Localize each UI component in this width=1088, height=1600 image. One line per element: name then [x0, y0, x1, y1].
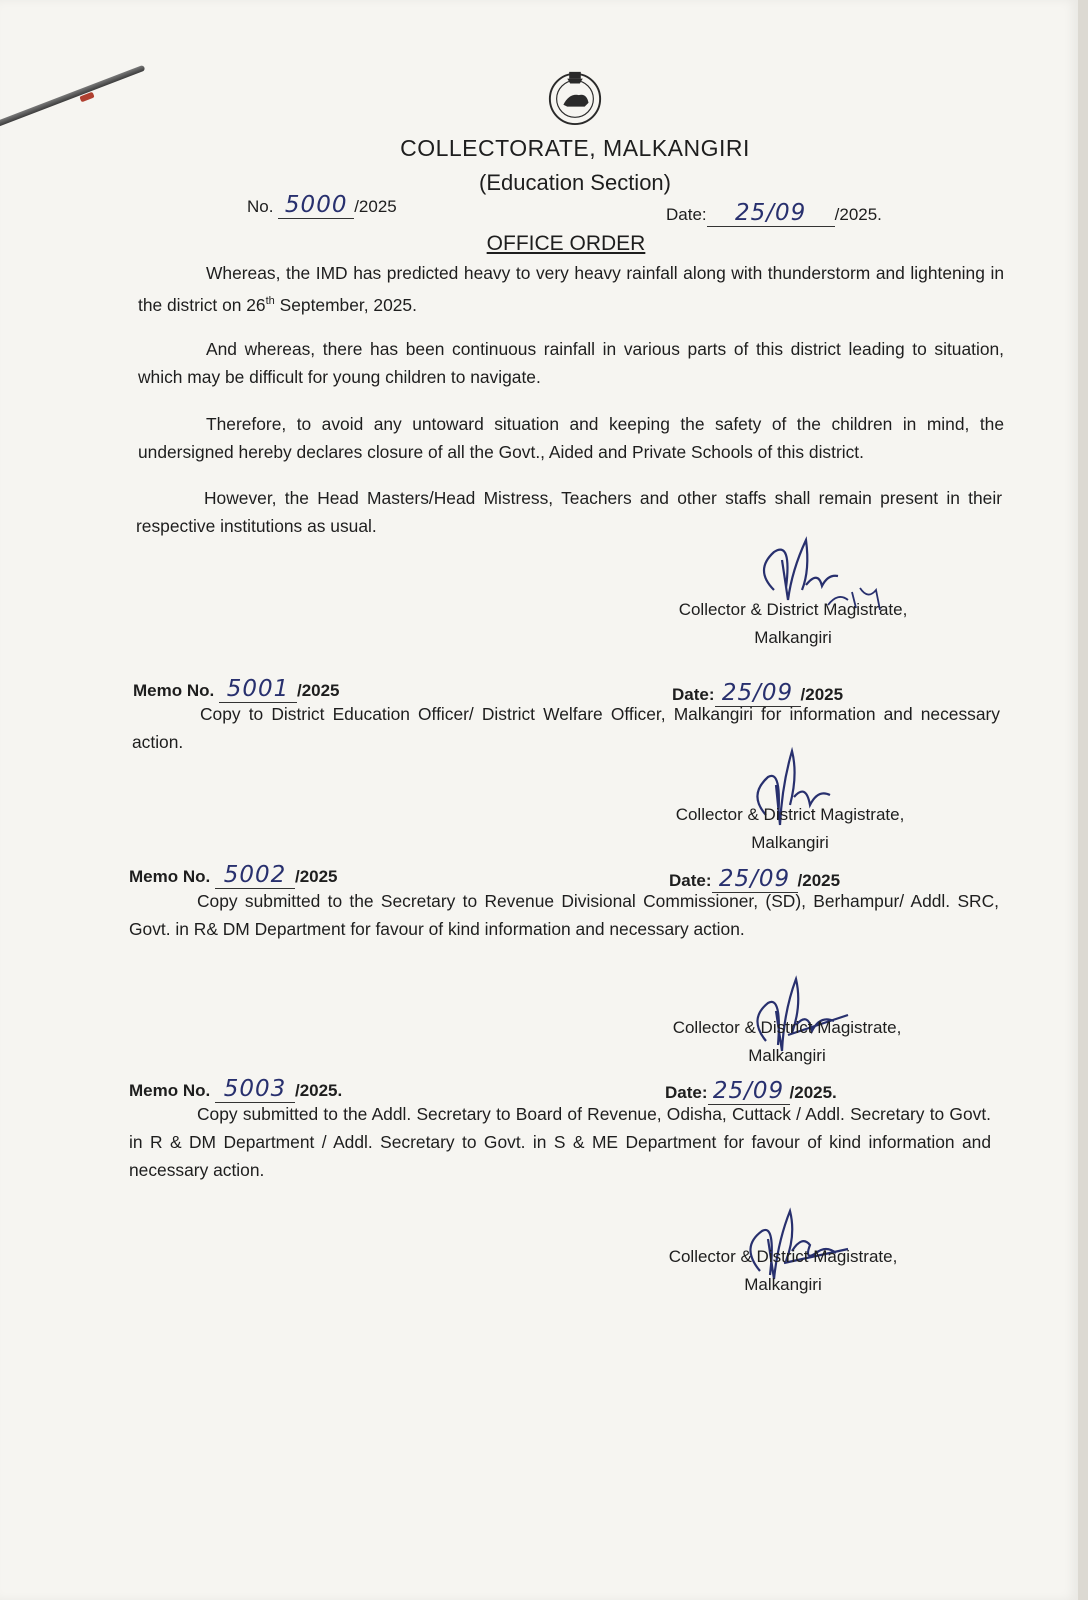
memo-number-value: 5001: [219, 676, 297, 703]
para1-superscript: th: [265, 295, 275, 307]
signatory-place-1: Malkangiri: [754, 628, 832, 647]
memo-label: Memo No.: [129, 1081, 211, 1100]
signatory-designation-3: Collector & District Magistrate,: [672, 1018, 902, 1037]
memo-number-suffix: /2025.: [294, 1081, 343, 1100]
section-subtitle: (Education Section): [479, 170, 671, 195]
order-paragraph-2: And whereas, there has been continuous rainfall in various parts of this district leading to situation, which may be difficult for young children to navigate.: [138, 339, 1004, 387]
memo-date-label: Date:: [669, 871, 712, 890]
order-number-value: 5000: [278, 192, 354, 219]
memo-date-label: Date:: [665, 1083, 708, 1102]
memo-number-suffix: /2025: [296, 681, 340, 700]
signatory-place-2: Malkangiri: [751, 833, 829, 852]
odisha-emblem-icon: [546, 68, 604, 126]
memo-number-value: 5003: [215, 1076, 295, 1103]
memo-date-value: 25/09: [708, 1078, 790, 1105]
para1-text-end: September, 2025.: [274, 294, 417, 315]
memo-number-line-1: [133, 676, 340, 703]
signatory-designation-4: Collector & District Magistrate,: [668, 1247, 898, 1266]
memo-date-label: Date:: [672, 685, 715, 704]
signatory-place-4: Malkangiri: [744, 1275, 822, 1294]
order-paragraph-1: [138, 259, 1004, 319]
signature-mark: [748, 975, 868, 1055]
memo-number-line-3: [129, 1076, 342, 1103]
office-order-heading: OFFICE ORDER: [486, 232, 646, 255]
memo-label: Memo No.: [129, 867, 211, 886]
signatory-designation-1: Collector & District Magistrate,: [678, 600, 908, 619]
order-paragraph-3: Therefore, to avoid any untoward situation and keeping the safety of the children in mind, the undersigned hereby declares closure of all the Govt., Aided and Private Schools of this district.: [138, 414, 1004, 462]
memo-number-suffix: /2025: [294, 867, 338, 886]
order-date-label: Date:: [666, 205, 707, 224]
order-date-value: 25/09: [707, 200, 835, 227]
order-date-suffix: /2025.: [834, 205, 882, 224]
memo-label: Memo No.: [133, 681, 215, 700]
order-number-label: No.: [247, 197, 274, 216]
order-number-suffix: /2025: [354, 197, 397, 216]
signatory-place-3: Malkangiri: [748, 1046, 826, 1065]
office-title: COLLECTORATE, MALKANGIRI: [400, 135, 750, 161]
order-date-line: [666, 200, 882, 227]
para1-text: Whereas, the IMD has predicted heavy to very heavy rainfall along with thunderstorm and lightening in the district on 26: [138, 263, 1004, 315]
order-paragraph-4: However, the Head Masters/Head Mistress, Teachers and other staffs shall remain present in their respective institutions as usual.: [136, 488, 1002, 536]
memo-number-value: 5002: [215, 862, 295, 889]
memo-text-2: Copy submitted to the Secretary to Revenue Divisional Commissioner, (SD), Berhampur/ Addl. SRC, Govt. in R& DM Department for favour of kind information and necessary action.: [129, 891, 999, 939]
memo-date-suffix: /2025: [797, 871, 841, 890]
memo-date-suffix: /2025: [800, 685, 844, 704]
memo-number-line-2: [129, 862, 338, 889]
memo-text-1: Copy to District Education Officer/ District Welfare Officer, Malkangiri for information and necessary action.: [132, 704, 1000, 752]
order-number-line: [247, 192, 397, 219]
signature-mark: [740, 1205, 870, 1285]
memo-date-value: 25/09: [715, 680, 801, 707]
memo-text-3: Copy submitted to the Addl. Secretary to Board of Revenue, Odisha, Cuttack / Addl. Secretary to Govt. in R & DM Department / Addl. Secretary to Govt. in S & ME Department for favour of kind information and necessary action.: [129, 1104, 991, 1180]
memo-date-value: 25/09: [712, 866, 798, 893]
signatory-designation-2: Collector & District Magistrate,: [675, 805, 905, 824]
memo-date-suffix: /2025.: [789, 1083, 837, 1102]
